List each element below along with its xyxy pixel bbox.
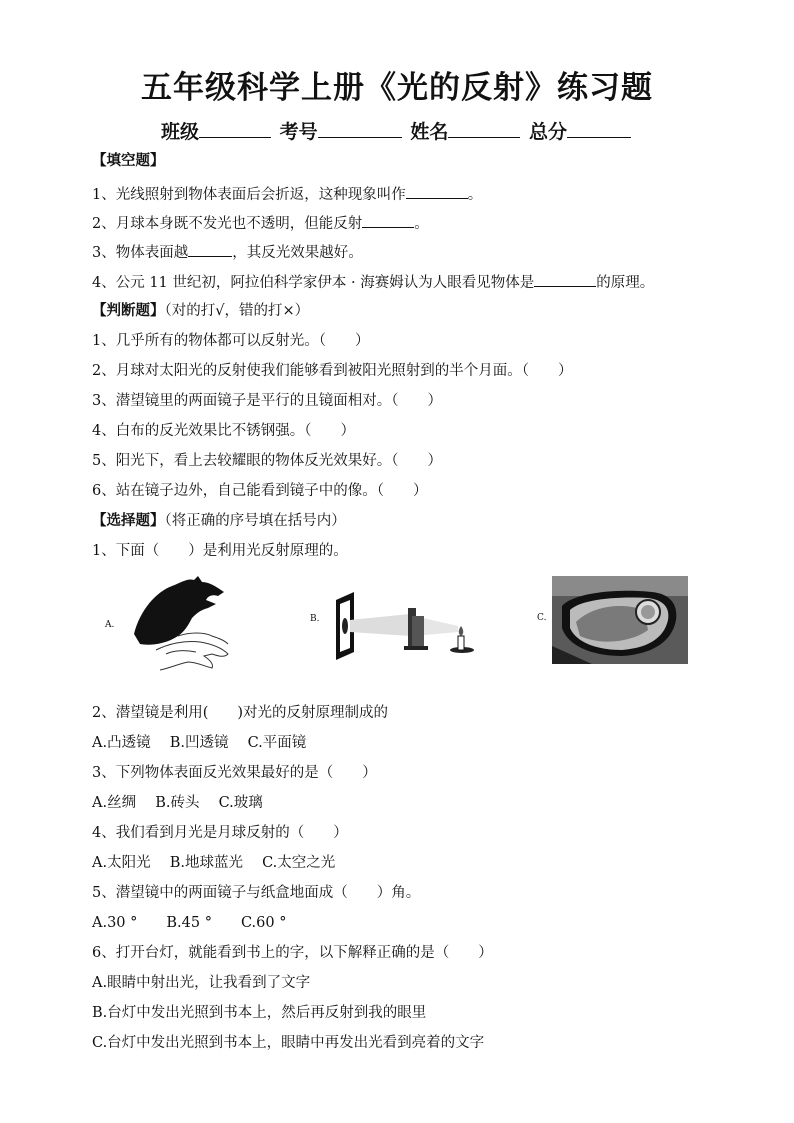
choice-q5-options: A.30 ° B.45 ° C.60 ° [92,915,287,931]
fill-q3-end: ，其反光效果越好。 [232,245,363,261]
fill-q3-text: 3、物体表面越 [92,245,189,261]
picture-b-label: B. [310,614,320,624]
total-score-label: 总分 [528,121,567,143]
name-field[interactable] [448,119,520,138]
fill-q4-blank[interactable] [534,272,596,287]
picture-a-hand-shadow [100,574,250,678]
student-info-line [0,117,794,144]
fill-q4-text: 4、公元 11 世纪初，阿拉伯科学家伊本 · 海赛姆认为人眼看见物体是 [92,275,535,291]
judge-item: 2、月球对太阳光的反射使我们能够看到被阳光照射到的半个月面。（ ） [92,363,573,379]
choice-question-2: 2、潜望镜是利用( )对光的反射原理制成的 [92,705,389,721]
choice-question-6: 6、打开台灯，就能看到书上的字，以下解释正确的是（ ） [92,945,493,961]
choice-q6-option-b: B.台灯中发出光照到书本上，然后再反射到我的眼里 [92,1005,427,1021]
choice-q4-options: A.太阳光 B.地球蓝光 C.太空之光 [92,855,336,871]
exam-number-field[interactable] [318,119,402,138]
fill-section-heading: 【填空题】 [92,152,165,169]
exam-number-label: 考号 [279,121,318,143]
fill-question-2 [92,213,429,234]
class-field[interactable] [199,119,271,138]
fill-q3-blank[interactable] [188,242,232,257]
judge-item: 1、几乎所有的物体都可以反射光。（ ） [92,333,370,349]
fill-q1-end: 。 [467,187,483,203]
choice-question-4: 4、我们看到月光是月球反射的（ ） [92,825,348,841]
fill-question-3 [92,242,363,263]
judge-heading-note: （对的打√，错的打×） [164,303,310,319]
judge-item: 6、站在镜子边外，自己能看到镜子中的像。（ ） [92,483,428,499]
hand-shadow-illustration [100,574,250,678]
judge-item: 5、阳光下，看上去较耀眼的物体反光效果好。（ ） [92,453,442,469]
fill-q1-blank[interactable] [406,184,468,199]
choice-heading-note: （将正确的序号填在括号内） [164,513,346,529]
fill-q2-end: 。 [414,216,429,232]
class-label: 班级 [161,121,200,143]
choice-heading-text: 【选择题】 [92,512,165,529]
choice-question-5: 5、潜望镜中的两面镜子与纸盒地面成（ ）角。 [92,885,421,901]
choice-section-heading [92,511,346,531]
fill-q1-text: 1、光线照射到物体表面后会折返，这种现象叫作 [92,187,406,203]
picture-a-label: A. [105,620,115,630]
choice-q6-option-c: C.台灯中发出光照到书本上，眼睛中再发出光看到亮着的文字 [92,1035,485,1051]
picture-c-car-mirror [552,576,688,664]
judge-item: 4、白布的反光效果比不锈钢强。（ ） [92,423,355,439]
fill-q4-end: 的原理。 [596,275,655,291]
page-title: 五年级科学上册《光的反射》练习题 [141,70,653,106]
choice-q2-options: A.凸透镜 B.凹透镜 C.平面镜 [92,735,307,751]
choice-q6-option-a: A.眼睛中射出光，让我看到了文字 [92,975,311,991]
total-score-field[interactable] [567,119,631,138]
fill-q2-text: 2、月球本身既不发光也不透明，但能反射 [92,216,363,232]
light-reflection-illustration [328,586,478,666]
name-label: 姓名 [410,121,449,143]
car-mirror-photo [552,576,688,664]
choice-question-3: 3、下列物体表面反光效果最好的是（ ） [92,765,377,781]
fill-question-4 [92,272,654,293]
picture-c-label: C. [537,613,547,623]
judge-item: 3、潜望镜里的两面镜子是平行的且镜面相对。（ ） [92,393,442,409]
choice-question-1: 1、下面（ ）是利用光反射原理的。 [92,543,348,559]
choice-q3-options: A.丝绸 B.砖头 C.玻璃 [92,795,263,811]
judge-section-heading [92,301,309,321]
picture-b-reflection-setup [328,586,478,666]
judge-heading-text: 【判断题】 [92,302,165,319]
fill-q2-blank[interactable] [362,213,414,228]
fill-question-1 [92,184,482,205]
